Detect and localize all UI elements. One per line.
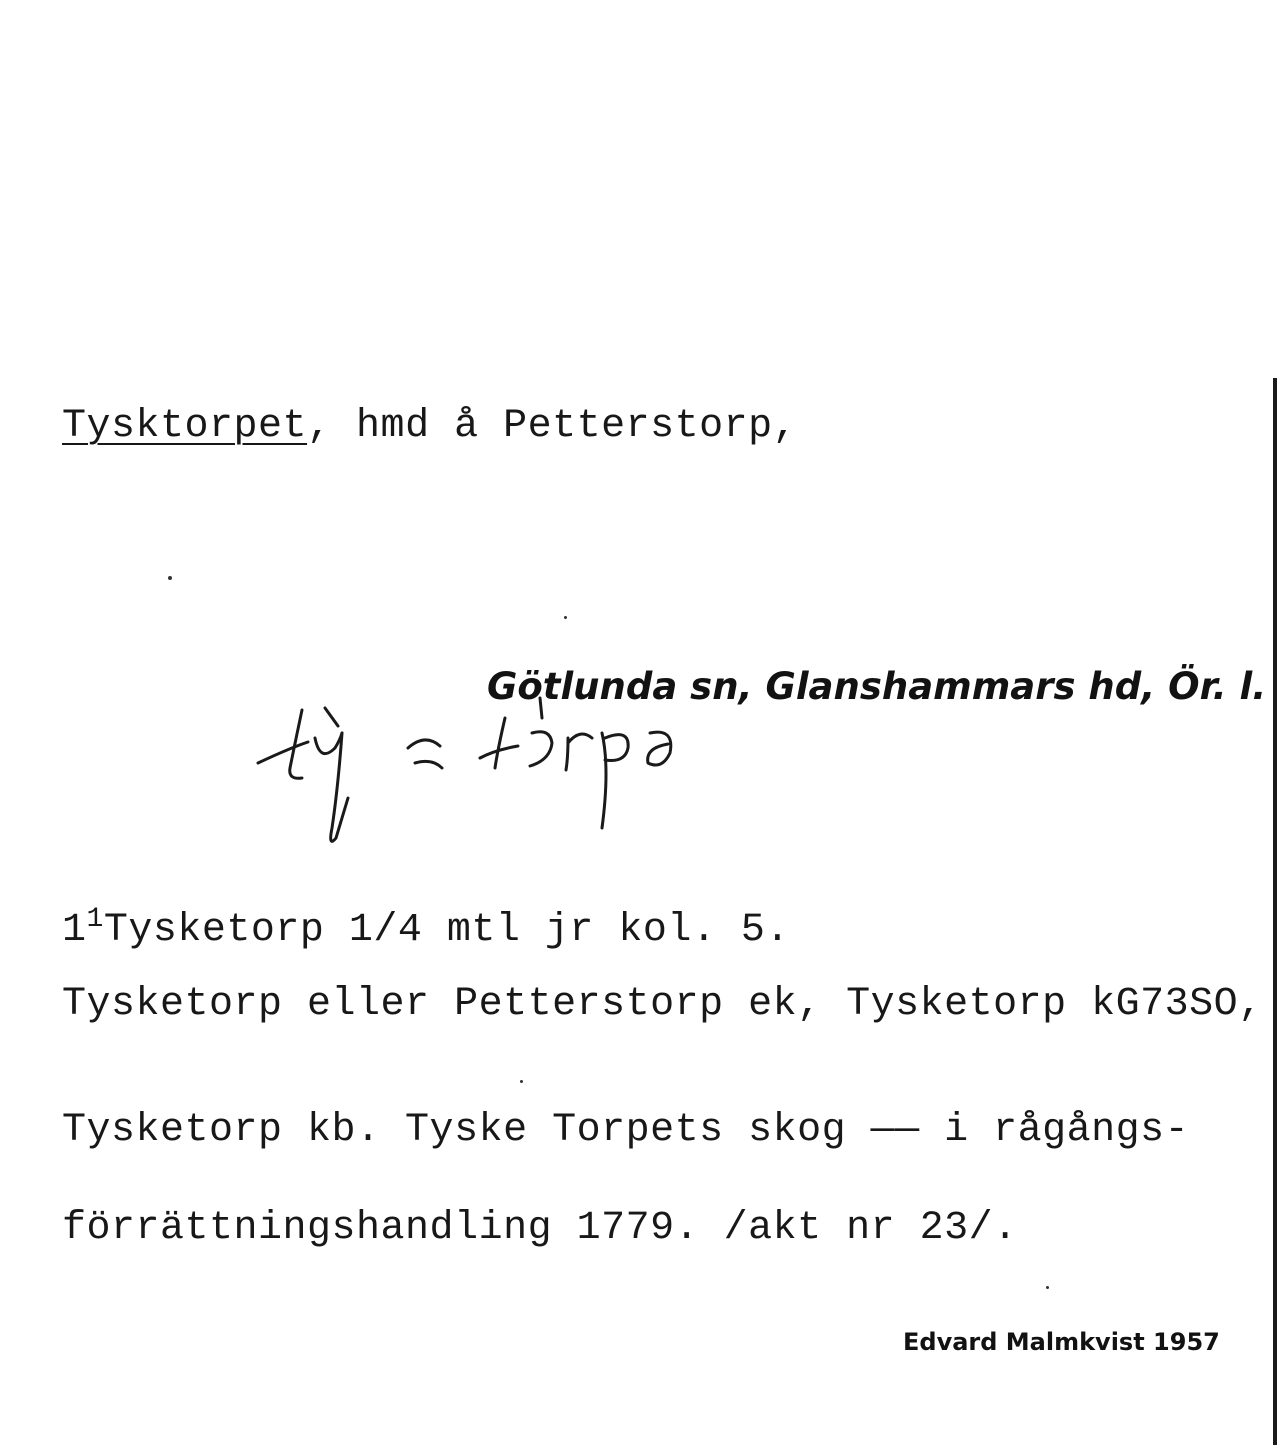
headword: Tysktorpet (62, 404, 308, 449)
entry-line-1 (62, 904, 790, 953)
signature: Edvard Malmkvist 1957 (903, 1328, 1220, 1356)
handwritten-pronunciation (250, 688, 700, 863)
scan-speck (1046, 1286, 1049, 1289)
scan-speck (564, 616, 567, 619)
entry-line-3: Tysketorp kb. Tyske Torpets skog —— i rågångs- (62, 1108, 1190, 1153)
entry-line-4: förrättningshandling 1779. /akt nr 23/. (62, 1206, 1018, 1251)
entry-line-2: Tysketorp eller Petterstorp ek, Tysketorp kG73SO, (62, 982, 1263, 1027)
heading-line (62, 404, 797, 449)
card-right-border (1273, 378, 1277, 1445)
heading-rest: , hmd å Petterstorp, (307, 404, 798, 449)
entry-number: 1 (62, 908, 87, 953)
scan-speck (520, 1080, 523, 1083)
parish-line: Götlunda sn, Glanshammars hd, Ör. l. (487, 665, 1267, 708)
entry-line-1-text: Tysketorp 1/4 mtl jr kol. 5. (103, 908, 790, 953)
scan-speck (168, 576, 172, 580)
entry-superscript: 1 (86, 904, 104, 935)
